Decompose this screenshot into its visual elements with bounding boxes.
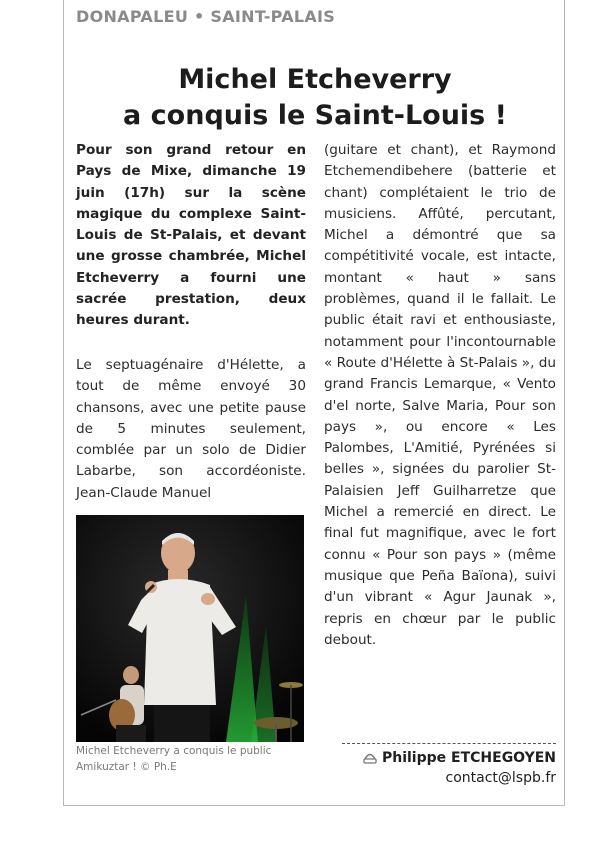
signature-divider — [342, 743, 556, 744]
concert-photo-illustration — [76, 515, 304, 742]
journalist-icon — [363, 751, 377, 768]
lead-paragraph: Pour son grand retour en Pays de Mixe, dimanche 19 juin (17h) sur la scène magique du complexe Saint-Louis de St-Palais, et devant une grosse chambrée, Michel Etcheverry a fourni une sacrée prestation, deux heures durant. — [76, 142, 306, 329]
photo-caption: Michel Etcheverry a conquis le public Amikuztar ! © Ph.E — [76, 745, 272, 773]
article-title — [70, 62, 560, 134]
title-line-2: a conquis le Saint-Louis ! — [123, 100, 507, 131]
author-name: Philippe ETCHEGOYEN — [381, 750, 556, 766]
section-header: DONAPALEU • SAINT-PALAIS — [76, 7, 336, 26]
title-line-1: Michel Etcheverry — [178, 64, 452, 95]
concert-photo — [76, 515, 304, 742]
author-byline — [340, 750, 556, 768]
body-paragraph-2: (guitare et chant), et Raymond Etchemendibehere (batterie et chant) complétaient le trio de musiciens. Affûté, percutant, Michel a démontré que sa compétitivité vocale, est intacte, montant « haut » sans problèmes, quand il le fallait. Le public était ravi et enthousiaste, notamment pour l'incontournable « Route d'Hélette à St-Palais », du grand Francis Lemarque, « Vento d'el norte, Salve Maria, Pour son pays », ou encore « Les Palombes, L'Amitié, Pyrénées si belles », signées du parolier St-Palaisien Jeff Guilharretze que Michel a remercié en direct. Le final fut magnifique, avec le fort connu « Pour son pays » (même musique que Peña Baïona), suivi d'un vibrant « Agur Jaunak », repris en chœur par le public debout. — [324, 142, 556, 648]
author-contact: contact@lspb.fr — [445, 770, 556, 786]
body-paragraph-1: Le septuagénaire d'Hélette, a tout de même envoyé 30 chansons, avec une petite pause de 5 minutes seulement, comblée par un solo de Didier Labarbe, son accordéoniste. Jean-Claude Manuel — [76, 357, 306, 501]
